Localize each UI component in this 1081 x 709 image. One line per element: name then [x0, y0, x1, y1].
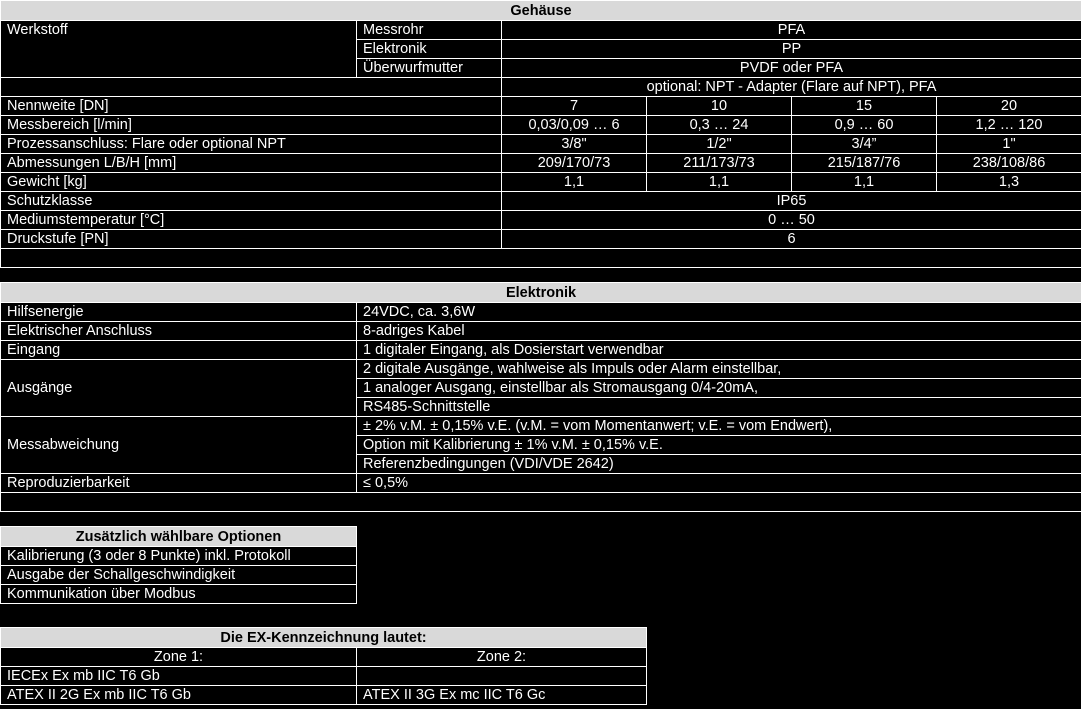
spec-label: Reproduzierbarkeit [1, 474, 357, 493]
gehaeuse-title: Gehäuse [1, 1, 1081, 21]
werkstoff-value: PVDF oder PFA [502, 59, 1081, 78]
elektronik-table [0, 282, 1081, 512]
werkstoff-part: Elektronik [357, 40, 502, 59]
zone2-header: Zone 2: [357, 648, 647, 667]
werkstoff-note: optional: NPT - Adapter (Flare auf NPT), PFA [502, 78, 1081, 97]
spec-value: 215/187/76 [792, 154, 937, 173]
werkstoff-part: Messrohr [357, 21, 502, 40]
spec-value: 1/2" [647, 135, 792, 154]
ex-marking-zone2 [357, 667, 647, 686]
spec-value: 1,3 [937, 173, 1081, 192]
spec-label: Nennweite [DN] [1, 97, 502, 116]
zone1-header: Zone 1: [1, 648, 357, 667]
ex-marking-zone1: IECEx Ex mb IIC T6 Gb [1, 667, 357, 686]
messabweichung-line: Option mit Kalibrierung ± 1% v.M. ± 0,15% v.E. [357, 436, 1081, 455]
ausgaenge-label: Ausgänge [1, 360, 357, 417]
ex-marking-zone2: ATEX II 3G Ex mc IIC T6 Gc [357, 686, 647, 705]
ausgaenge-line: 2 digitale Ausgänge, wahlweise als Impuls oder Alarm einstellbar, [357, 360, 1081, 379]
spec-value: 1,1 [647, 173, 792, 192]
spec-label: Messbereich [l/min] [1, 116, 502, 135]
werkstoff-value: PFA [502, 21, 1081, 40]
ex-title: Die EX-Kennzeichnung lautet: [1, 628, 647, 648]
spec-value: 8-adriges Kabel [357, 322, 1081, 341]
spec-label: Mediumstemperatur [°C] [1, 211, 502, 230]
spec-label: Elektrischer Anschluss [1, 322, 357, 341]
spec-label: Hilfsenergie [1, 303, 357, 322]
spec-value: 10 [647, 97, 792, 116]
spec-value: 1,2 … 120 [937, 116, 1081, 135]
spec-value: IP65 [502, 192, 1081, 211]
spec-value: 24VDC, ca. 3,6W [357, 303, 1081, 322]
optionen-title: Zusätzlich wählbare Optionen [1, 527, 357, 547]
spec-label: Schutzklasse [1, 192, 502, 211]
empty-cell [1, 78, 502, 97]
messabweichung-line: Referenzbedingungen (VDI/VDE 2642) [357, 455, 1081, 474]
ausgaenge-line: 1 analoger Ausgang, einstellbar als Stromausgang 0/4-20mA, [357, 379, 1081, 398]
spec-value: 20 [937, 97, 1081, 116]
messabweichung-label: Messabweichung [1, 417, 357, 474]
werkstoff-value: PP [502, 40, 1081, 59]
spec-label: Druckstufe [PN] [1, 230, 502, 249]
option-item: Kommunikation über Modbus [1, 585, 357, 604]
spec-label: Prozessanschluss: Flare oder optional NPT [1, 135, 502, 154]
spec-value: 209/170/73 [502, 154, 647, 173]
werkstoff-label: Werkstoff [1, 21, 357, 78]
spec-value: 15 [792, 97, 937, 116]
spec-value: 1" [937, 135, 1081, 154]
spec-value: 1,1 [502, 173, 647, 192]
option-item: Kalibrierung (3 oder 8 Punkte) inkl. Protokoll [1, 547, 357, 566]
spec-value: 0,03/0,09 … 6 [502, 116, 647, 135]
messabweichung-line: ± 2% v.M. ± 0,15% v.E. (v.M. = vom Momentanwert; v.E. = vom Endwert), [357, 417, 1081, 436]
spec-value: 6 [502, 230, 1081, 249]
spec-label: Abmessungen L/B/H [mm] [1, 154, 502, 173]
elektronik-title: Elektronik [1, 283, 1081, 303]
spec-label: Eingang [1, 341, 357, 360]
spec-value: ≤ 0,5% [357, 474, 1081, 493]
ausgaenge-line: RS485-Schnittstelle [357, 398, 1081, 417]
spacer-row [1, 493, 1081, 512]
spec-value: 0,9 … 60 [792, 116, 937, 135]
spec-value: 238/108/86 [937, 154, 1081, 173]
werkstoff-part: Überwurfmutter [357, 59, 502, 78]
spec-value: 1,1 [792, 173, 937, 192]
spec-value: 7 [502, 97, 647, 116]
spec-label: Gewicht [kg] [1, 173, 502, 192]
spacer-row [1, 249, 1081, 268]
spec-value: 0 … 50 [502, 211, 1081, 230]
ex-table [0, 627, 647, 705]
spec-value: 3/8" [502, 135, 647, 154]
ex-marking-zone1: ATEX II 2G Ex mb IIC T6 Gb [1, 686, 357, 705]
spec-value: 3/4” [792, 135, 937, 154]
spec-value: 1 digitaler Eingang, als Dosierstart verwendbar [357, 341, 1081, 360]
spec-value: 0,3 … 24 [647, 116, 792, 135]
optionen-table [0, 526, 357, 604]
option-item: Ausgabe der Schallgeschwindigkeit [1, 566, 357, 585]
spec-value: 211/173/73 [647, 154, 792, 173]
gehaeuse-table [0, 0, 1081, 268]
